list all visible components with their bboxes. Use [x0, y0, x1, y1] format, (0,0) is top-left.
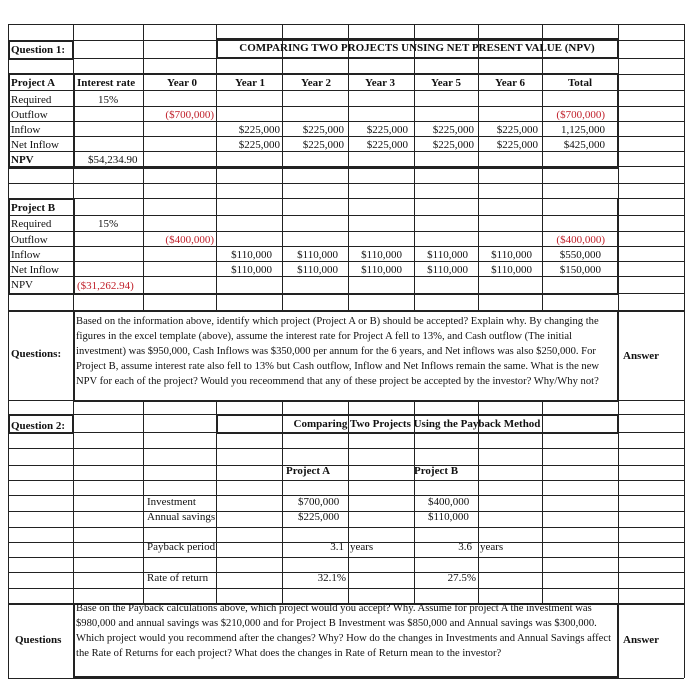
- grid-hline: [8, 293, 618, 295]
- q2-questions-label: Questions: [15, 634, 62, 646]
- q1-b-net-year1: $110,000: [231, 264, 272, 276]
- q1-a-row-net-inflow: Net Inflow: [11, 139, 59, 151]
- q1-project-b-label: Project B: [11, 202, 56, 214]
- q1-header-year0: Year 0: [166, 77, 198, 89]
- q1-b-inflow-year5: $110,000: [427, 249, 468, 261]
- grid-vline: [684, 310, 685, 400]
- q1-header-total: Total: [567, 77, 593, 89]
- q2-rate-b: 27.5%: [447, 572, 476, 584]
- grid-hline: [8, 678, 684, 679]
- grid-hline: [8, 167, 618, 169]
- q1-a-row-outflow: Outflow: [11, 109, 48, 121]
- q2-project-b-label: Project B: [414, 465, 459, 477]
- grid-vline: [8, 414, 10, 434]
- q1-b-npv-value: ($31,262.94): [77, 280, 134, 292]
- grid-hline: [216, 414, 618, 416]
- grid-vline: [617, 198, 619, 295]
- q2-project-a-label: Project A: [286, 465, 331, 477]
- q1-question-text: Based on the information above, identify which project (Project A or B) should be accepted? Explain why. By changing the figures in the excel template (above), assume the interest rate for Project A fell to 13%, and Cash outflow (The initial investment) was $950,000, Cash Inflows was $350,000 per annum for the 6 years, and Net inflows was also $250,000. For Project B, assume interest rate also fell to 13% but Cash outflow, Inflow and Net Inflows remain the same. What is the new NPV for each of the project? Would you receommend that any of these project be accepted by the investor? Why/Why not?: [76, 316, 600, 387]
- q1-b-rate: 15%: [98, 218, 119, 230]
- q1-header-year1: Year 1: [234, 77, 266, 89]
- q1-questions-label: Questions:: [11, 348, 62, 360]
- q1-a-inflow-year3: $225,000: [366, 124, 408, 136]
- grid-hline: [8, 90, 684, 91]
- q1-b-inflow-year6: $110,000: [491, 249, 532, 261]
- q1-b-inflow-year3: $110,000: [361, 249, 402, 261]
- q1-b-row-outflow: Outflow: [11, 234, 48, 246]
- q1-b-row-inflow: Inflow: [11, 249, 41, 261]
- grid-hline: [8, 40, 684, 41]
- grid-hline: [8, 527, 684, 528]
- q1-b-outflow-total: ($400,000): [556, 234, 605, 246]
- q1-b-row-required: Required: [11, 218, 52, 230]
- grid-hline: [8, 511, 684, 512]
- grid-vline: [73, 198, 75, 295]
- grid-vline: [72, 414, 74, 434]
- q1-b-inflow-year1: $110,000: [231, 249, 272, 261]
- q2-rate-a: 32.1%: [317, 572, 346, 584]
- q2-question-text: Base on the Payback calculations above, which project would you accept? Why. Assume for project A the investment was $980,000 and annual savings was $210,000 and for Project B Investment was $850,000 and Annual savings was $300,000. Which project would you recommend after the changes? Why? How do the changes in Investments and Annual Savings affect the Rate of Returns for each project? What does the changes in Rate of Return mean to the investor?: [76, 603, 612, 659]
- grid-vline: [617, 310, 619, 402]
- q1-b-net-year5: $110,000: [427, 264, 468, 276]
- q1-header-rate: Interest rate: [77, 77, 136, 89]
- q2-investment-label: Investment: [147, 496, 196, 508]
- grid-vline: [8, 40, 10, 60]
- grid-hline: [8, 542, 684, 543]
- grid-hline: [8, 24, 684, 25]
- grid-hline: [73, 676, 618, 678]
- grid-hline: [8, 414, 73, 416]
- q1-a-inflow-year2: $225,000: [302, 124, 344, 136]
- q1-a-net-year3: $225,000: [366, 139, 408, 151]
- grid-hline: [8, 465, 684, 466]
- q2-label: Question 2:: [11, 420, 66, 432]
- grid-hline: [8, 40, 73, 42]
- grid-vline: [73, 310, 75, 402]
- q1-b-row-net-inflow: Net Inflow: [11, 264, 59, 276]
- q1-a-rate: 15%: [98, 94, 119, 106]
- grid-vline: [73, 603, 75, 678]
- q2-payback-b: 3.6: [458, 541, 472, 553]
- q1-a-net-total: $425,000: [563, 139, 605, 151]
- q1-b-inflow-year2: $110,000: [297, 249, 338, 261]
- q1-a-row-inflow: Inflow: [11, 124, 41, 136]
- q1-a-row-required: Required: [11, 94, 52, 106]
- grid-hline: [8, 572, 684, 573]
- q2-investment-b: $400,000: [428, 496, 470, 508]
- q1-header-year2: Year 2: [300, 77, 332, 89]
- q2-investment-a: $700,000: [298, 496, 340, 508]
- grid-vline: [143, 400, 144, 603]
- grid-hline: [8, 198, 684, 199]
- q1-answer-label[interactable]: Answer: [623, 350, 660, 362]
- q1-a-inflow-year6: $225,000: [496, 124, 538, 136]
- grid-vline: [8, 198, 10, 295]
- q1-b-inflow-total: $550,000: [559, 249, 601, 261]
- q2-title: Comparing Two Projects Using the Payback Method: [293, 418, 541, 430]
- grid-hline: [8, 58, 73, 60]
- grid-vline: [73, 73, 75, 169]
- grid-hline: [8, 231, 684, 232]
- q1-a-net-year1: $225,000: [238, 139, 280, 151]
- q1-a-net-year6: $225,000: [496, 139, 538, 151]
- grid-hline: [216, 57, 618, 59]
- grid-vline: [8, 603, 9, 678]
- q1-b-row-npv: NPV: [11, 279, 34, 291]
- grid-hline: [8, 183, 684, 184]
- grid-vline: [684, 400, 685, 603]
- grid-hline: [8, 73, 618, 75]
- grid-hline: [8, 588, 684, 589]
- grid-vline: [8, 310, 9, 400]
- q1-a-inflow-year5: $225,000: [432, 124, 474, 136]
- q1-a-inflow-total: 1,125,000: [561, 124, 605, 136]
- grid-hline: [216, 432, 618, 434]
- q1-label: Question 1:: [11, 44, 66, 56]
- q1-header-year5: Year 5: [430, 77, 462, 89]
- q2-savings-a: $225,000: [298, 511, 340, 523]
- q1-a-npv-value: $54,234.90: [88, 154, 138, 166]
- grid-hline: [8, 557, 684, 558]
- q1-b-net-year3: $110,000: [361, 264, 402, 276]
- q1-b-net-total: $150,000: [559, 264, 601, 276]
- grid-vline: [8, 73, 10, 169]
- q2-answer-label[interactable]: Answer: [623, 634, 660, 646]
- grid-hline: [8, 495, 684, 496]
- q1-header-year6: Year 6: [494, 77, 526, 89]
- q1-header-year3: Year 3: [364, 77, 396, 89]
- q1-title: COMPARING TWO PROJECTS UNSING NET PRESENT VALUE (NPV): [239, 42, 595, 54]
- grid-vline: [684, 603, 685, 678]
- grid-hline: [216, 38, 618, 40]
- q1-project-a-label: Project A: [11, 77, 56, 89]
- grid-vline: [617, 603, 619, 678]
- q1-a-outflow-total: ($700,000): [556, 109, 605, 121]
- grid-vline: [617, 73, 619, 169]
- q2-payback-a-unit: years: [350, 541, 374, 553]
- q1-b-outflow-year0: ($400,000): [165, 234, 214, 246]
- q2-savings-label: Annual savings: [147, 511, 216, 523]
- q2-savings-b: $110,000: [428, 511, 469, 523]
- q2-payback-label: Payback period: [147, 541, 216, 553]
- q2-rate-label: Rate of return: [147, 572, 209, 584]
- grid-vline: [684, 24, 685, 310]
- grid-hline: [8, 310, 684, 312]
- q1-a-outflow-year0: ($700,000): [165, 109, 214, 121]
- q2-payback-b-unit: years: [480, 541, 504, 553]
- q1-a-net-year2: $225,000: [302, 139, 344, 151]
- grid-hline: [8, 215, 684, 216]
- grid-hline: [8, 198, 73, 200]
- grid-hline: [8, 448, 684, 449]
- q2-payback-a: 3.1: [330, 541, 344, 553]
- q1-b-net-year6: $110,000: [491, 264, 532, 276]
- q1-a-inflow-year1: $225,000: [238, 124, 280, 136]
- grid-hline: [73, 400, 618, 402]
- grid-hline: [8, 480, 684, 481]
- q1-b-net-year2: $110,000: [297, 264, 338, 276]
- grid-vline: [72, 40, 74, 60]
- q1-a-net-year5: $225,000: [432, 139, 474, 151]
- q1-a-row-npv: NPV: [11, 154, 34, 166]
